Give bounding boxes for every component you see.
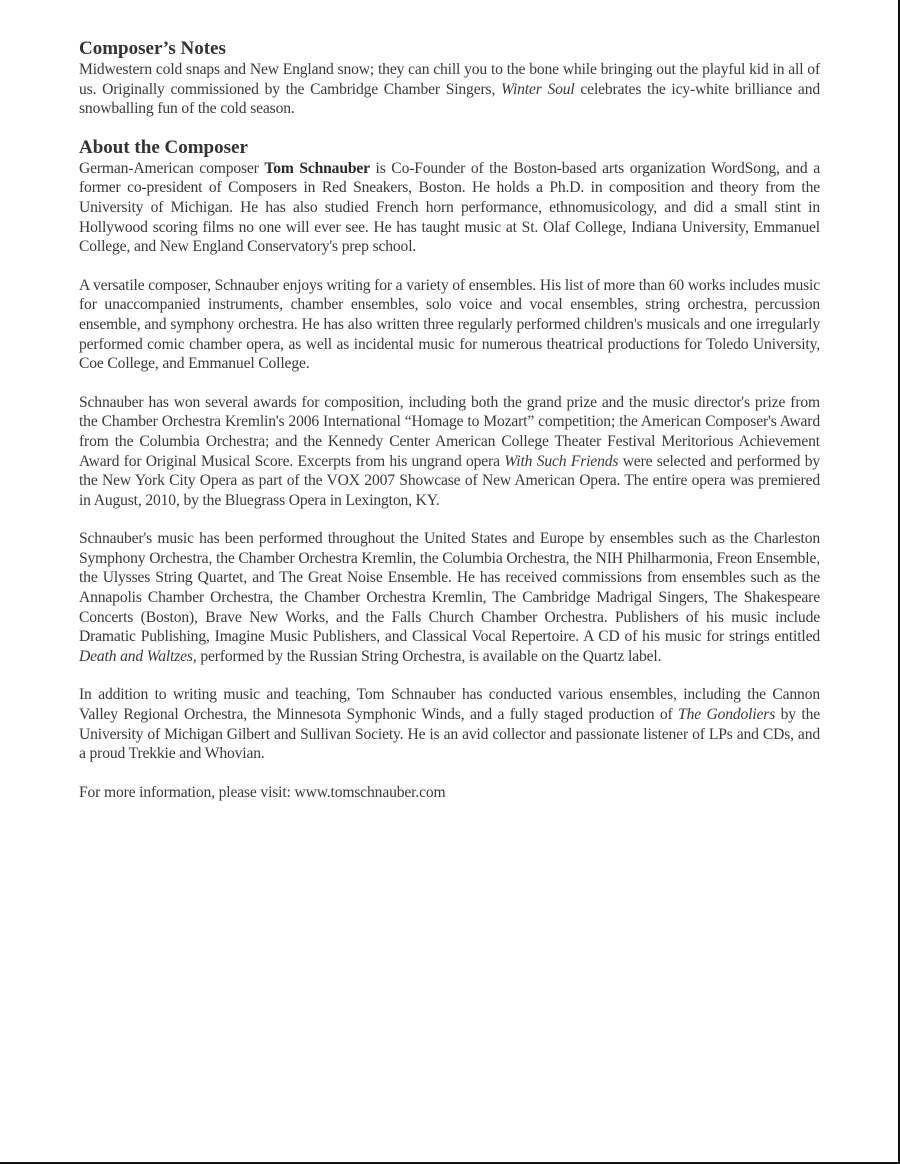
- production-title: The Gondoliers: [678, 706, 776, 724]
- notes-work-title: Winter Soul: [501, 80, 575, 98]
- bio-p1-text-a: German-American composer: [79, 159, 265, 177]
- composer-name: Tom Schnauber: [264, 159, 370, 177]
- opera-title: With Such Friends: [504, 452, 619, 470]
- bio-p5-text-b: by the University of Michigan Gilbert and Sullivan Society. He is an avid collector and passionate listener of LPs and CDs, and a proud Trekkie and Whovian.: [79, 706, 820, 763]
- about-composer-section: [79, 137, 820, 803]
- website-line: For more information, please visit: www.tomschnauber.com: [79, 783, 446, 801]
- bio-paragraph-4: [79, 529, 820, 666]
- composers-notes-section: [79, 38, 820, 119]
- composers-notes-heading: Composer’s Notes: [79, 38, 226, 59]
- bio-p3-text-a: Schnauber has won several awards for composition, including both the grand prize and the music director's prize from the Chamber Orchestra Kremlin's 2006 International “Homage to Mozart” competition; the American Composer's Award from the Columbia Orchestra; and the Kennedy Center American College Theater Festival Meritorious Achievement Award for Original Musical Score. Excerpts from his ungrand opera: [79, 393, 820, 470]
- notes-text-a: Midwestern cold snaps and New England snow; they can chill you to the bone while bringing out the playful kid in all of us. Originally commissioned by the Cambridge Chamber Singers,: [79, 61, 820, 98]
- bio-p4-text-b: , performed by the Russian String Orchestra, is available on the Quartz label.: [192, 647, 662, 665]
- cd-title: Death and Waltzes: [79, 647, 193, 665]
- bio-p4-text-a: Schnauber's music has been performed throughout the United States and Europe by ensembles such as the Charleston Symphony Orchestra, the Chamber Orchestra Kremlin, the Columbia Orchestra, the NIH Philharmonia, Freon Ensemble, the Ulysses String Quartet, and The Great Noise Ensemble. He has received commissions from ensembles such as the Annapolis Chamber Orchestra, the Chamber Orchestra Kremlin, The Cambridge Madrigal Singers, The Shakespeare Concerts (Boston), Brave New Works, and the Falls Church Chamber Orchestra. Publishers of his music include Dramatic Publishing, Imagine Music Publishers, and Classical Vocal Repertoire. A CD of his music for strings entitled: [79, 530, 820, 646]
- bio-p1-text-b: is Co-Founder of the Boston-based arts organization WordSong, and a former co-president of Composers in Red Sneakers, Boston. He holds a Ph.D. in composition and theory from the University of Michigan. He has also studied French horn performance, ethnomusicology, and did a small stint in Hollywood scoring films no one will ever see. He has taught music at St. Olaf College, Indiana University, Emmanuel College, and New England Conservatory's prep school.: [79, 159, 820, 256]
- bio-paragraph-3: [79, 393, 820, 511]
- document-page: [79, 38, 820, 802]
- about-composer-heading: About the Composer: [79, 136, 248, 158]
- bio-p3-text-b: were selected and performed by the New York City Opera as part of the VOX 2007 Showcase of New American Opera. The entire opera was premiered in August, 2010, by the Bluegrass Opera in Lexington, KY.: [79, 452, 820, 509]
- bio-paragraph-1: [79, 159, 820, 257]
- bio-paragraph-2: A versatile composer, Schnauber enjoys writing for a variety of ensembles. His list of more than 60 works includes music for unaccompanied instruments, chamber ensembles, solo voice and vocal ensembles, string orchestra, percussion ensemble, and symphony orchestra. He has also written three regularly performed children's musicals and one irregularly performed comic chamber opera, as well as incidental music for numerous theatrical productions for Toledo University, Coe College, and Emmanuel College.: [79, 276, 820, 373]
- bio-paragraph-5: [79, 685, 820, 763]
- bio-p5-text-a: In addition to writing music and teaching, Tom Schnauber has conducted various ensembles, including the Cannon Valley Regional Orchestra, the Minnesota Symphonic Winds, and a fully staged production of: [79, 686, 820, 724]
- notes-text-b: celebrates the icy-white brilliance and snowballing fun of the cold season.: [79, 80, 820, 118]
- composers-notes-paragraph: [79, 60, 820, 119]
